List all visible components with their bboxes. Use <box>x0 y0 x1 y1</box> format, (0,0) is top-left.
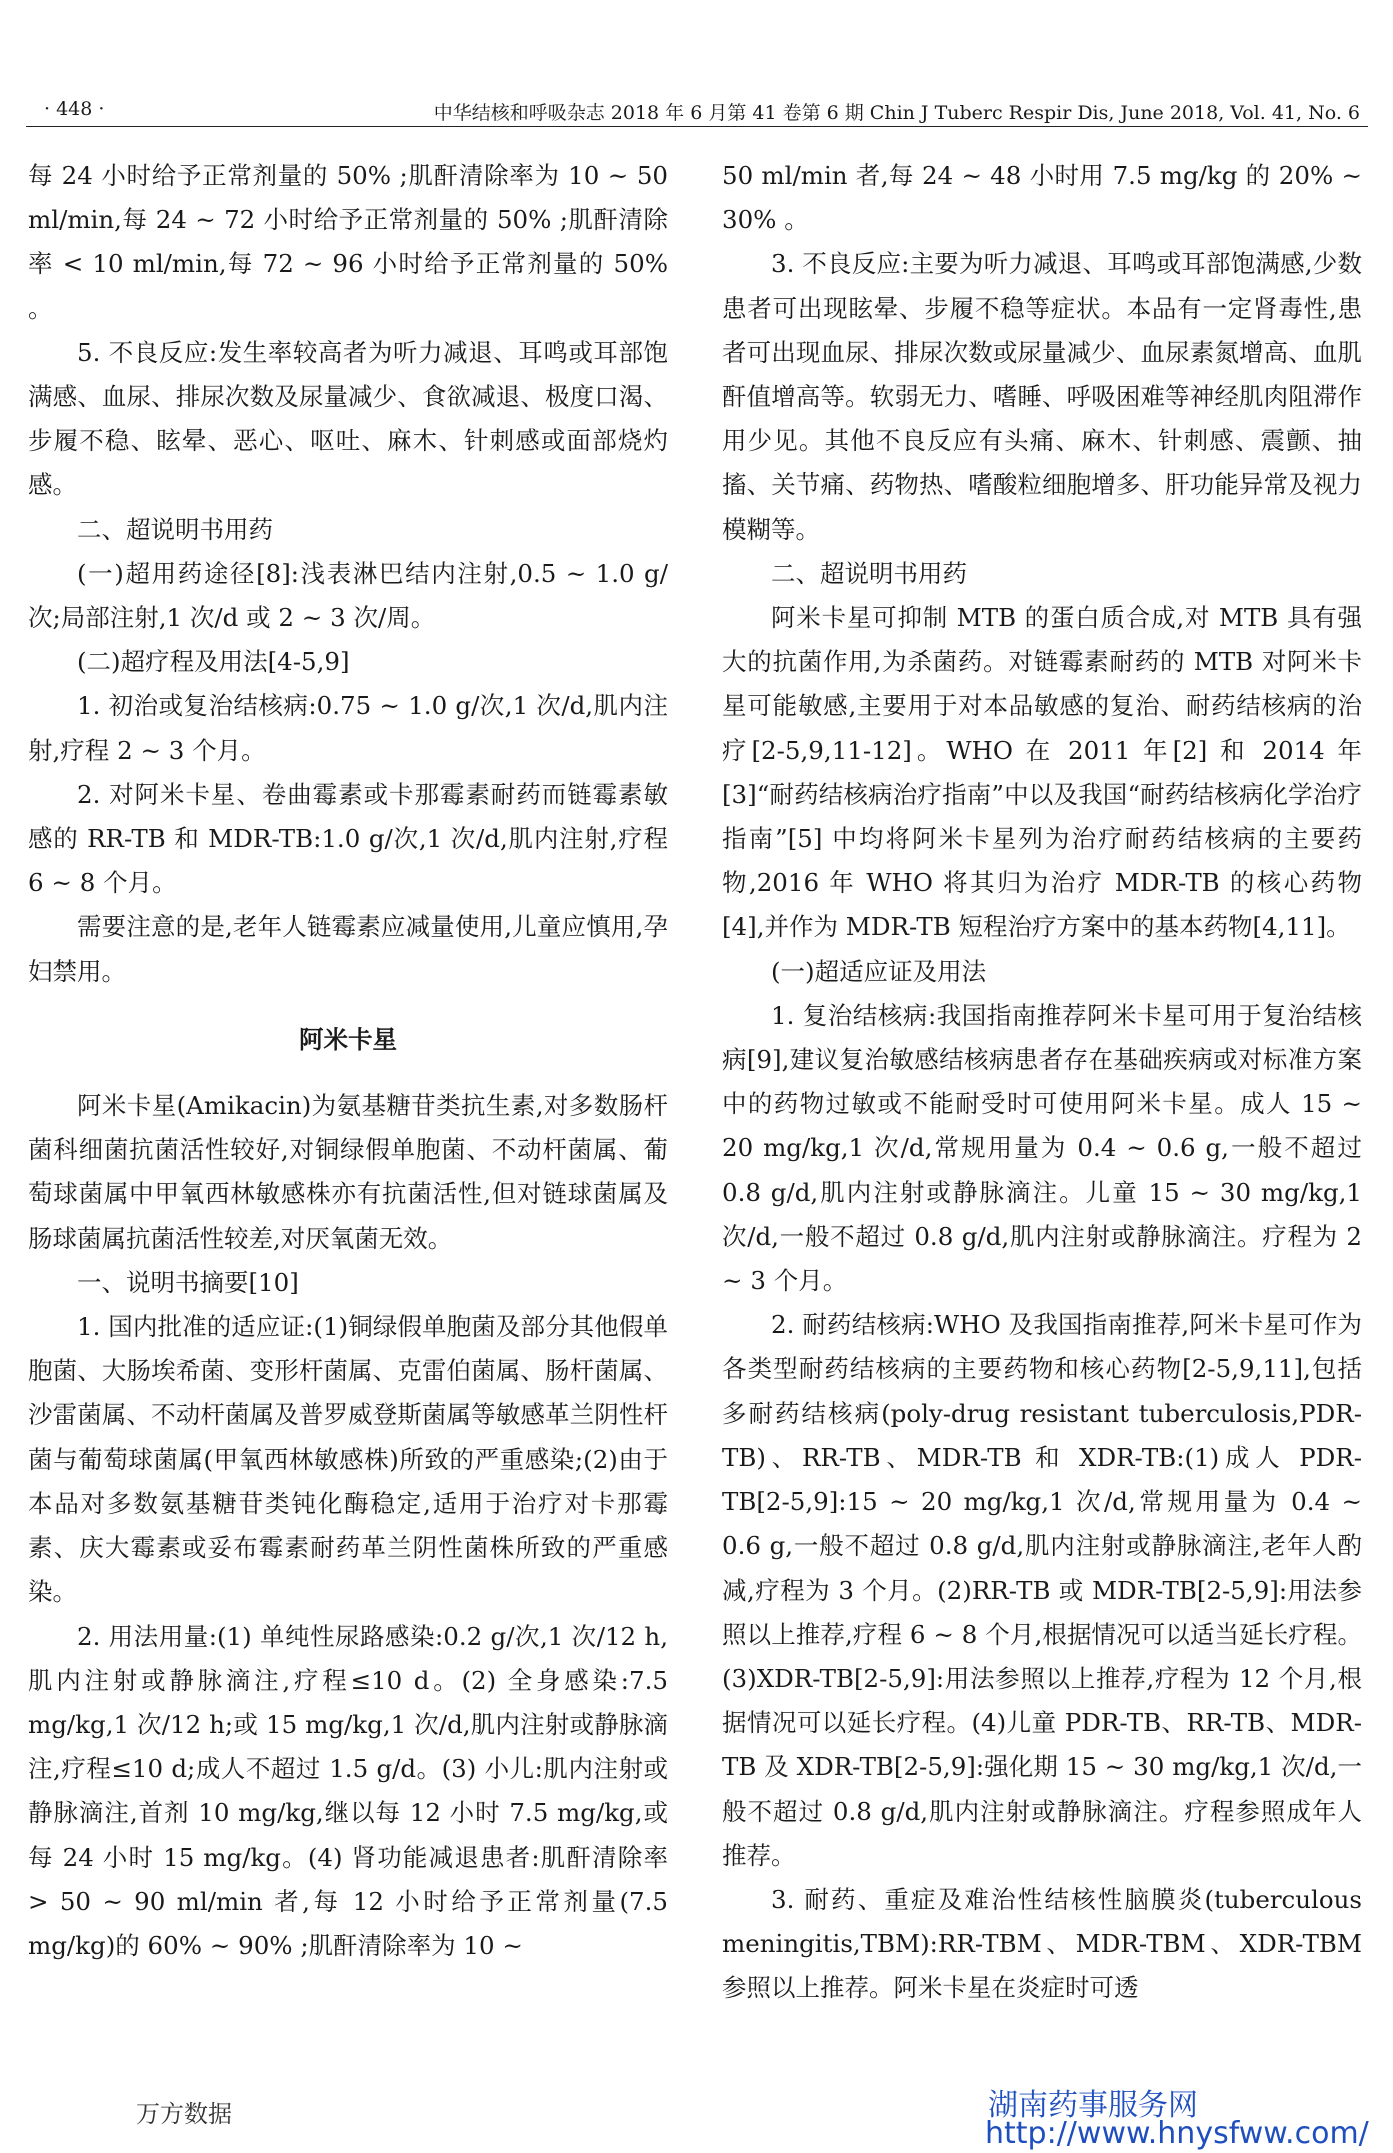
paragraph: 2. 耐药结核病:WHO 及我国指南推荐,阿米卡星可作为各类型耐药结核病的主要药物和核心药物[2-5,9,11],包括多耐药结核病(poly-drug resistant tuberculosis,PDR-TB)、RR-TB、MDR-TB 和 XDR-TB:(1)成人 PDR-TB[2-5,9]:15 ~ 20 mg/kg,1 次/d,常规用量为 0.4 ~ 0.6 g,一般不超过 0.8 g/d,肌内注射或静脉滴注,老年人酌减,疗程为 3 个月。(2)RR-TB 或 MDR-TB[2-5,9]:用法参照以上推荐,疗程 6 ~ 8 个月,根据情况可以适当延长疗程。(3)XDR-TB[2-5,9]:用法参照以上推荐,疗程为 12 个月,根据情况可以延长疗程。(4)儿童 PDR-TB、RR-TB、MDR-TB 及 XDR-TB[2-5,9]:强化期 15 ~ 30 mg/kg,1 次/d,一般不超过 0.8 g/d,肌内注射或静脉滴注。疗程参照成年人推荐。 <box>722 1310 1362 1870</box>
paragraph: 每 24 小时给予正常剂量的 50% ;肌酐清除率为 10 ~ 50 ml/min,每 24 ~ 72 小时给予正常剂量的 50% ;肌酐清除率 < 10 ml/min,每 72 ~ 96 小时给予正常剂量的 50% 。 <box>28 161 668 323</box>
paragraph: 50 ml/min 者,每 24 ~ 48 小时用 7.5 mg/kg 的 20% ~ 30% 。 <box>722 161 1362 235</box>
header-rule <box>26 126 1368 127</box>
paragraph: 1. 复治结核病:我国指南推荐阿米卡星可用于复治结核病[9],建议复治敏感结核病患者存在基础疾病或对标准方案中的药物过敏或不能耐受时可使用阿米卡星。成人 15 ~ 20 mg/kg,1 次/d,常规用量为 0.4 ~ 0.6 g,一般不超过 0.8 g/d,肌内注射或静脉滴注。儿童 15 ~ 30 mg/kg,1 次/d,一般不超过 0.8 g/d,肌内注射或静脉滴注。疗程为 2 ~ 3 个月。 <box>722 1000 1362 1296</box>
right-column <box>722 154 1362 2011</box>
subsection-heading: (一)超适应证及用法 <box>771 956 987 986</box>
paragraph: 3. 不良反应:主要为听力减退、耳鸣或耳部饱满感,少数患者可出现眩晕、步履不稳等症状。本品有一定肾毒性,患者可出现血尿、排尿次数或尿量减少、血尿素氮增高、血肌酐值增高等。软弱无力、嗜睡、呼吸困难等神经肌肉阻滞作用少见。其他不良反应有头痛、麻木、针刺感、震颤、抽搐、关节痛、药物热、嗜酸粒细胞增多、肝功能异常及视力模糊等。 <box>722 249 1362 544</box>
section-heading: 一、说明书摘要[10] <box>77 1267 299 1297</box>
paragraph: 1. 初治或复治结核病:0.75 ~ 1.0 g/次,1 次/d,肌内注射,疗程 2 ~ 3 个月。 <box>28 691 668 765</box>
watermark-name: 湖南药事服务网 <box>988 2088 1198 2123</box>
paragraph: 1. 国内批准的适应证:(1)铜绿假单胞菌及部分其他假单胞菌、大肠埃希菌、变形杆菌属、克雷伯菌属、肠杆菌属、沙雷菌属、不动杆菌属及普罗威登斯菌属等敏感革兰阴性杆菌与葡萄球菌属(甲氧西林敏感株)所致的严重感染;(2)由于本品对多数氨基糖苷类钝化酶稳定,适用于治疗对卡那霉素、庆大霉素或妥布霉素耐药革兰阴性菌株所致的严重感染。 <box>28 1312 668 1607</box>
subsection-heading: (二)超疗程及用法[4-5,9] <box>77 647 350 677</box>
paragraph: 3. 耐药、重症及难治性结核性脑膜炎(tuberculous meningitis,TBM):RR-TBM、MDR-TBM、XDR-TBM 参照以上推荐。阿米卡星在炎症时可透 <box>722 1884 1362 2003</box>
running-header <box>26 98 1366 124</box>
journal-citation: 中华结核和呼吸杂志 2018 年 6 月第 41 卷第 6 期 Chin J Tuberc Respir Dis, June 2018, Vol. 41, No. 6 <box>433 102 1360 124</box>
page-number: · 448 · <box>44 98 105 120</box>
watermark-url[interactable]: http://www.hnysfww.com/ <box>985 2116 1369 2151</box>
paragraph: 阿米卡星可抑制 MTB 的蛋白质合成,对 MTB 具有强大的抗菌作用,为杀菌药。对链霉素耐药的 MTB 对阿米卡星可能敏感,主要用于对本品敏感的复治、耐药结核病的治疗[2-5,9,11-12]。WHO 在 2011 年[2] 和 2014 年[3]“耐药结核病治疗指南”中以及我国“耐药结核病化学治疗指南”[5] 中均将阿米卡星列为治疗耐药结核病的主要药物,2016 年 WHO 将其归为治疗 MDR-TB 的核心药物[4],并作为 MDR-TB 短程治疗方案中的基本药物[4,11]。 <box>722 603 1362 942</box>
paragraph: 阿米卡星(Amikacin)为氨基糖苷类抗生素,对多数肠杆菌科细菌抗菌活性较好,对铜绿假单胞菌、不动杆菌属、葡萄球菌属中甲氧西林敏感株亦有抗菌活性,但对链球菌属及肠球菌属抗菌活性较差,对厌氧菌无效。 <box>28 1091 668 1253</box>
paragraph: 2. 用法用量:(1) 单纯性尿路感染:0.2 g/次,1 次/12 h,肌内注射或静脉滴注,疗程≤10 d。(2) 全身感染:7.5 mg/kg,1 次/12 h;或 15 mg/kg,1 次/d,肌内注射或静脉滴注,疗程≤10 d;成人不超过 1.5 g/d。(3) 小儿:肌内注射或静脉滴注,首剂 10 mg/kg,继以每 12 小时 7.5 mg/kg,或每 24 小时 15 mg/kg。(4) 肾功能减退患者:肌酐清除率 > 50 ~ 90 ml/min 者,每 12 小时给予正常剂量(7.5 mg/kg)的 60% ~ 90% ;肌酐清除率为 10 ~ <box>28 1621 668 1960</box>
section-heading: 二、超说明书用药 <box>77 514 273 544</box>
source-label: 万方数据 <box>136 2100 232 2128</box>
paragraph: 5. 不良反应:发生率较高者为听力减退、耳鸣或耳部饱满感、血尿、排尿次数及尿量减少、食欲减退、极度口渴、步履不稳、眩晕、恶心、呕吐、麻木、针刺感或面部烧灼感。 <box>28 337 668 500</box>
paragraph: (一)超用药途径[8]:浅表淋巴结内注射,0.5 ~ 1.0 g/次;局部注射,1 次/d 或 2 ~ 3 次/周。 <box>28 558 668 633</box>
left-column <box>28 154 668 1968</box>
section-heading: 二、超说明书用药 <box>771 558 967 588</box>
paragraph: 2. 对阿米卡星、卷曲霉素或卡那霉素耐药而链霉素敏感的 RR-TB 和 MDR-TB:1.0 g/次,1 次/d,肌内注射,疗程 6 ~ 8 个月。 <box>28 779 668 898</box>
drug-title: 阿米卡星 <box>299 1024 397 1054</box>
paragraph: 需要注意的是,老年人链霉素应减量使用,儿童应慎用,孕妇禁用。 <box>28 912 668 986</box>
